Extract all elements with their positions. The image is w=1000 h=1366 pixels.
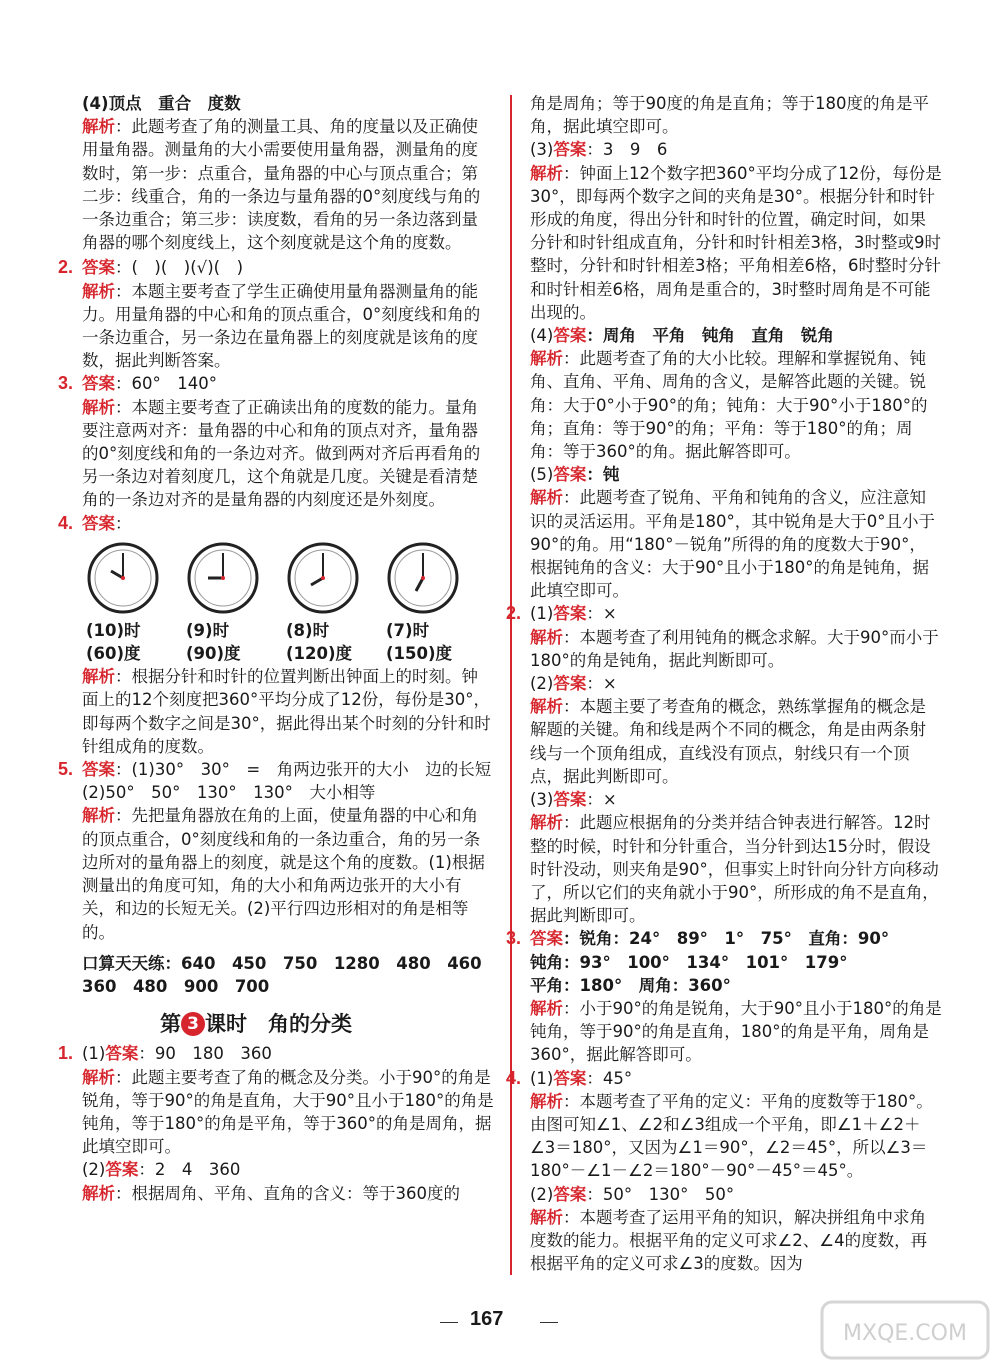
answer-text: ：( )( )(√)( ) [115, 258, 244, 278]
clock-hour: (7)时 [386, 620, 430, 640]
answer-tag: 答案 [82, 760, 115, 780]
watermark-logo [820, 1300, 990, 1360]
clock-hour-labels [86, 619, 494, 642]
analysis-text: ：先把量角器放在角的上面，使量角器的中心和角的顶点重合，0°刻度线和角的一条边重合，角的另一条边所对的量角器上的刻度，就是这个角的度数。(1)根据测量出的角度可知，角的大小和角两边张开的大小有关，和边的长短无关。(2)平行四边形相对的角是相等的。 [82, 806, 485, 942]
clock-8-icon [286, 541, 360, 615]
answer-text: ： [115, 513, 132, 533]
question-number: 3. [506, 928, 522, 949]
analysis-tag: 解析 [530, 1091, 563, 1111]
page-number-dash [440, 1322, 458, 1323]
analysis-tag: 解析 [82, 281, 115, 301]
analysis-tag: 解析 [530, 349, 563, 369]
answer-text: ：钝 [586, 465, 620, 485]
left-column [58, 92, 499, 1205]
analysis-text: ：此题主要考查了角的概念及分类。小于90°的角是锐角，等于90°的角是直角，大于90°且小于180°的角是钝角，等于180°的角是平角，等于360°的角是周角，据此填空即可。 [82, 1067, 494, 1157]
answer-tag: 答案 [530, 929, 563, 949]
answer-tag: 答案 [105, 1044, 139, 1064]
right-column [506, 92, 942, 1275]
question-number: 2. [506, 603, 522, 624]
analysis-text: ：此题考查了锐角、平角和钝角的含义，应注意知识的灵活运用。平角是180°，其中锐角是大于0°且小于90°的角。用“180°－锐角”所得的角的度数大于90°，根据钝角的含义：大于90°且小于180°的角是钝角，据此填空即可。 [530, 488, 935, 601]
analysis-text: 角是周角；等于90度的角是直角；等于180度的角是平角，据此填空即可。 [530, 94, 929, 137]
answer-text: ：× [586, 604, 617, 624]
page-number: 167 [470, 1308, 504, 1330]
analysis-tag: 解析 [82, 1067, 115, 1087]
sub-number: (2) [530, 674, 554, 694]
answer-text: ：60° 140° [115, 374, 217, 394]
answer-text: ：× [586, 674, 617, 694]
lesson-name: 课时 角的分类 [205, 1012, 352, 1037]
sub-number: (1) [530, 1068, 554, 1088]
clock-10-icon [86, 541, 160, 615]
clock-9-icon [186, 541, 260, 615]
sub-number: (1) [82, 1044, 106, 1064]
answer-text: 钝角：93° 100° 134° 101° 179° [530, 952, 848, 972]
question-number: 1. [58, 1043, 74, 1064]
calc-values: 640 450 750 1280 480 460 360 480 900 700 [82, 953, 499, 996]
analysis-tag: 解析 [530, 697, 563, 717]
answer-tag: 答案 [553, 790, 587, 810]
answer-tag: 答案 [553, 1184, 587, 1204]
analysis-text: ：此题考查了角的大小比较。理解和掌握锐角、钝角、直角、平角、周角的含义，是解答此题的关键。锐角：大于0°小于90°的角；钝角：大于90°小于180°的角；直角：等于90°的角；平角：等于180°的角；周角：等于360°的角。据此解答即可。 [530, 349, 928, 462]
answer-text: ：50° 130° 50° [586, 1184, 735, 1204]
analysis-text: ：此题考查了角的测量工具、角的度量以及正确使用量角器。测量角的大小需要使用量角器，测量角的度数时，第一步：点重合，量角器的中心与顶点重合；第二步：线重合，角的一条边与量角器的0°刻度线与角的一条边重合；第三步：读度数，看角的另一条边落到量角器的哪个刻度线上，这个刻度就是这个角的度数。 [82, 117, 481, 253]
sub-number: (1) [530, 604, 554, 624]
analysis-tag: 解析 [530, 163, 563, 183]
answer-text: (2)50° 50° 130° 130° 大小相等 [82, 783, 376, 803]
analysis-text: ：本题考查了平角的定义：平角的度数等于180°。由图可知∠1、∠2和∠3组成一个平角，即∠1＋∠2＋∠3＝180°，又因为∠1＝90°，∠2＝45°，所以∠3＝180°－∠1－∠2＝180°－90°－45°＝45°。 [530, 1091, 933, 1181]
answer-text: ：90 180 360 [138, 1044, 272, 1064]
answer-tag: 答案 [553, 1068, 587, 1088]
lesson-prefix: 第 [160, 1012, 181, 1037]
sub-number: (5) [530, 465, 554, 485]
analysis-tag: 解析 [530, 813, 563, 833]
clock-degree: (150)度 [386, 644, 453, 664]
sub-number: (3) [530, 140, 554, 160]
answer-tag: 答案 [82, 258, 115, 278]
column-divider [510, 95, 512, 1275]
answer-text: ：锐角：24° 89° 1° 75° 直角：90° [563, 929, 890, 949]
lesson-number-badge: 3 [181, 1012, 205, 1036]
answer-tag: 答案 [553, 604, 587, 624]
analysis-tag: 解析 [530, 488, 563, 508]
answer-text: ：(1)30° 30° = 角两边张开的大小 边的长短 [115, 760, 492, 780]
analysis-tag: 解析 [82, 1183, 115, 1203]
analysis-text: ：本题主要了考查角的概念，熟练掌握角的概念是解题的关键。角和线是两个不同的概念，角是由两条射线与一个顶角组成，直线没有顶点，射线只有一个顶点，据此判断即可。 [530, 697, 926, 786]
answer-line: (4)顶点 重合 度数 [82, 94, 241, 113]
clock-hour: (9)时 [186, 620, 230, 640]
analysis-text: ：本题考查了利用钝角的概念求解。大于90°而小于180°的角是钝角，据此判断即可。 [530, 627, 939, 670]
analysis-tag: 解析 [82, 806, 115, 826]
analysis-text: ：根据分针和时针的位置判断出钟面上的时刻。钟面上的12个刻度把360°平均分成了12份，每份是30°，即每两个数字之间是30°，据此得出某个时刻的分针和时针组成角的度数。 [82, 667, 491, 756]
answer-text: ：周角 平角 钝角 直角 锐角 [586, 326, 834, 346]
sub-number: (2) [530, 1184, 554, 1204]
analysis-tag: 解析 [530, 998, 563, 1018]
analysis-text: ：小于90°的角是锐角，大于90°且小于180°的角是钝角，等于90°的角是直角，180°的角是平角，周角是360°，据此解答即可。 [530, 998, 942, 1065]
answer-tag: 答案 [82, 513, 115, 533]
clock-hour: (10)时 [86, 620, 141, 640]
clock-degree: (90)度 [186, 644, 241, 664]
sub-number: (4) [530, 326, 554, 346]
question-number: 4. [506, 1067, 522, 1088]
analysis-text: ：此题应根据角的分类并结合钟表进行解答。12时整的时候，时针和分针重合，当分针到达15分时，假设时针没动，则夹角是90°，但事实上时针向分针方向移动了，所以它们的夹角就小于90°，所形成的角不是直角，据此判断即可。 [530, 813, 939, 926]
answer-text: ：3 9 6 [586, 140, 668, 160]
answer-tag: 答案 [82, 374, 115, 394]
clock-hour: (8)时 [286, 620, 330, 640]
answer-tag: 答案 [553, 465, 587, 485]
analysis-text: ：本题考查了运用平角的知识，解决拼组角中求角度数的能力。根据平角的定义可求∠2、∠4的度数，再根据平角的定义可求∠3的度数。因为 [530, 1207, 928, 1274]
analysis-tag: 解析 [82, 117, 115, 137]
analysis-tag: 解析 [530, 627, 563, 647]
answer-text: 平角：180° 周角：360° [530, 975, 731, 995]
answer-text: ：2 4 360 [138, 1160, 241, 1180]
sub-number: (3) [530, 790, 554, 810]
question-number: 2. [58, 257, 74, 278]
question-number: 5. [58, 759, 74, 780]
sub-number: (2) [82, 1160, 106, 1180]
clock-degree: (120)度 [286, 644, 353, 664]
question-number: 3. [58, 373, 74, 394]
analysis-text: ：本题主要考查了正确读出角的度数的能力。量角要注意两对齐：量角器的中心和角的顶点对齐，量角器的0°刻度线和角的一条边对齐。做到两对齐后再看角的另一条边对着刻度几，这个角就是几度。关键是看清楚角的一条边对齐的是量角器的内刻度还是外刻度。 [82, 397, 481, 510]
answer-tag: 答案 [553, 674, 587, 694]
analysis-tag: 解析 [530, 1207, 563, 1227]
analysis-tag: 解析 [82, 667, 115, 687]
page-number-dash [540, 1322, 558, 1323]
answer-text: ：× [586, 790, 617, 810]
question-number: 4. [58, 512, 74, 533]
lesson-title [160, 1012, 494, 1036]
answer-text: ：45° [586, 1068, 633, 1088]
clock-7-icon [386, 541, 460, 615]
analysis-tag: 解析 [82, 397, 115, 417]
answer-tag: 答案 [105, 1160, 139, 1180]
clock-degree-labels [86, 642, 494, 665]
analysis-text: ：本题主要考查了学生正确使用量角器测量角的能力。用量角器的中心和角的顶点重合，0°刻度线和角的一条边重合，另一条边在量角器上的刻度就是该角的度数，据此判断答案。 [82, 281, 481, 371]
answer-tag: 答案 [553, 326, 587, 346]
clock-degree: (60)度 [86, 644, 141, 664]
calc-label: 口算天天练： [82, 953, 181, 973]
svg-text:MXQE.COM: MXQE.COM [843, 1321, 967, 1346]
analysis-text: ：钟面上12个数字把360°平均分成了12份，每份是30°，即每两个数字之间的夹角是30°。根据分针和时针形成的角度，得出分针和时针的位置，确定时间，如果分针和时针组成直角，分针和时针相差3格，3时整或9时整时，分针和时针相差3格；平角相差6格，6时整时分针和时针相差6格，周角是重合的，3时整时周角是不可能出现的。 [530, 163, 942, 322]
answer-tag: 答案 [553, 140, 587, 160]
analysis-text: ：根据周角、平角、直角的含义：等于360度的 [115, 1183, 460, 1203]
clock-row [86, 541, 494, 615]
